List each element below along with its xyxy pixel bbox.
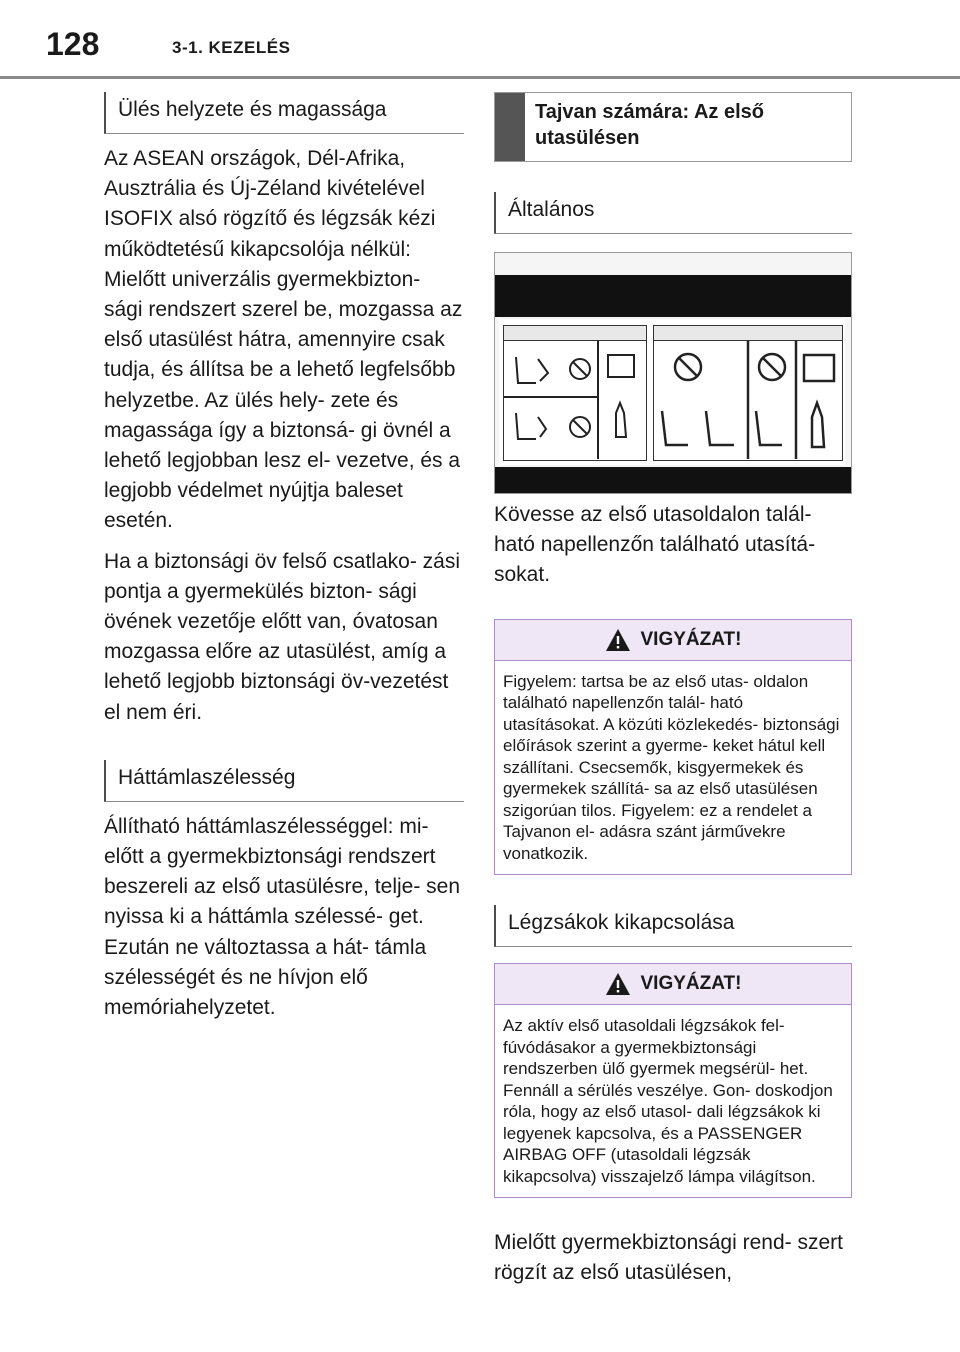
subhead-airbag-deactivation: Légzsákok kikapcsolása: [494, 905, 852, 947]
paragraph-follow-visor: Kövesse az első utasoldalon talál- ható napellenzőn található utasítá- sokat.: [494, 503, 816, 587]
label-card-header: [654, 326, 842, 341]
subhead-general: Általános: [494, 192, 852, 234]
warning-title: VIGYÁZAT!: [640, 628, 742, 650]
paragraph-before-install: Mielőtt gyermekbiztonsági rend- szert rögzít az első utasülésen,: [494, 1231, 843, 1285]
chapter-title: 3-1. KEZELÉS: [172, 38, 291, 57]
figure-band-bottom: [495, 467, 851, 493]
label-card-header: [504, 326, 646, 341]
warning-box-airbag: [494, 963, 852, 1198]
paragraph-belt-guide: Ha a biztonsági öv felső csatlako- zási pontja a gyermekülés bizton- sági övének vezetője előtt van, óvatosan mozgassa előre az utasülést, amíg a lehető legjobb biztonsági öv-vezetést el nem éri.: [104, 549, 461, 724]
figure-band-top: [495, 275, 851, 317]
figure-label-area: [499, 319, 845, 465]
label-card-large: [653, 325, 843, 461]
page-header: [0, 0, 960, 78]
warning-body: Figyelem: tartsa be az első utas- oldalon található napellenzőn talál- ható utasításokat. A közúti közlekedés- biztonsági előírások szerint a gyerme- keket hátul kell szállítani. Csecsemők, kisgyermekek és gyermekek szállítá- sa az első utasülésen szigorúan tilos. Figyelem: ez a rendelet a Tajvanon el- adásra szánt járművekre vonatkozik.: [503, 671, 840, 863]
warning-box-taiwan: [494, 619, 852, 876]
warning-title: VIGYÁZAT!: [640, 973, 742, 995]
child-seat-pictograms-large: [654, 341, 842, 459]
section-taiwan-title: Tajvan számára: Az első utasülésen: [535, 101, 764, 149]
sun-visor-label-figure: [494, 252, 852, 494]
section-taiwan-box: [494, 92, 852, 162]
right-column: [494, 92, 852, 1299]
header-divider: [0, 76, 960, 79]
warning-header: [495, 620, 851, 661]
subhead-backrest-width: Háttámlaszélesség: [104, 760, 464, 802]
paragraph-asean: Az ASEAN országok, Dél-Afrika, Ausztrália és Új-Zéland kivételével ISOFIX alsó rögzítő és légzsák kézi működtetésű kikapcsolója nélkül: Mielőtt univerzális gyermekbizton- sági rendszert szerel be, mozgassa az első utasülést hátra, amennyire csak tudja, és állítsa be a lehető legfelsőbb helyzetbe. Az ülés hely- zete és magassága így a biztonsá- gi övnél a lehető legjobban lesz el- vezetve, és a legjobb védelmet nyújtja baleset esetén.: [104, 147, 463, 533]
child-seat-pictograms: [504, 341, 646, 459]
warning-body: Az aktív első utasoldali légzsákok fel- fúvódásakor a gyermekbiztonsági rendszerben ülő gyermek megsérül- het. Fennáll a sérülés veszélye. Gon- doskodjon róla, hogy az első utasol- dali légzsákok ki legyenek kapcsolva, és a PASSENGER AIRBAG OFF (utasoldali légzsák kikapcsolva) visszajelző lámpa világítson.: [503, 1016, 833, 1186]
warning-triangle-icon: [605, 628, 631, 652]
subhead-seat-position: Ülés helyzete és magassága: [104, 92, 464, 134]
left-column: [104, 92, 464, 1033]
label-card-small: [503, 325, 647, 461]
page-number: 128: [46, 26, 100, 62]
warning-header: [495, 964, 851, 1005]
warning-triangle-icon: [605, 972, 631, 996]
section-bar: [495, 93, 525, 161]
paragraph-backrest: Állítható háttámlaszélességgel: mi- előtt a gyermekbiztonsági rendszert beszereli az első utasülésre, telje- sen nyissa ki a háttámla szélessé- get. Ezután ne változtassa a hát- támla szélességét és ne hívjon elő memóriahelyzetet.: [104, 814, 461, 1020]
